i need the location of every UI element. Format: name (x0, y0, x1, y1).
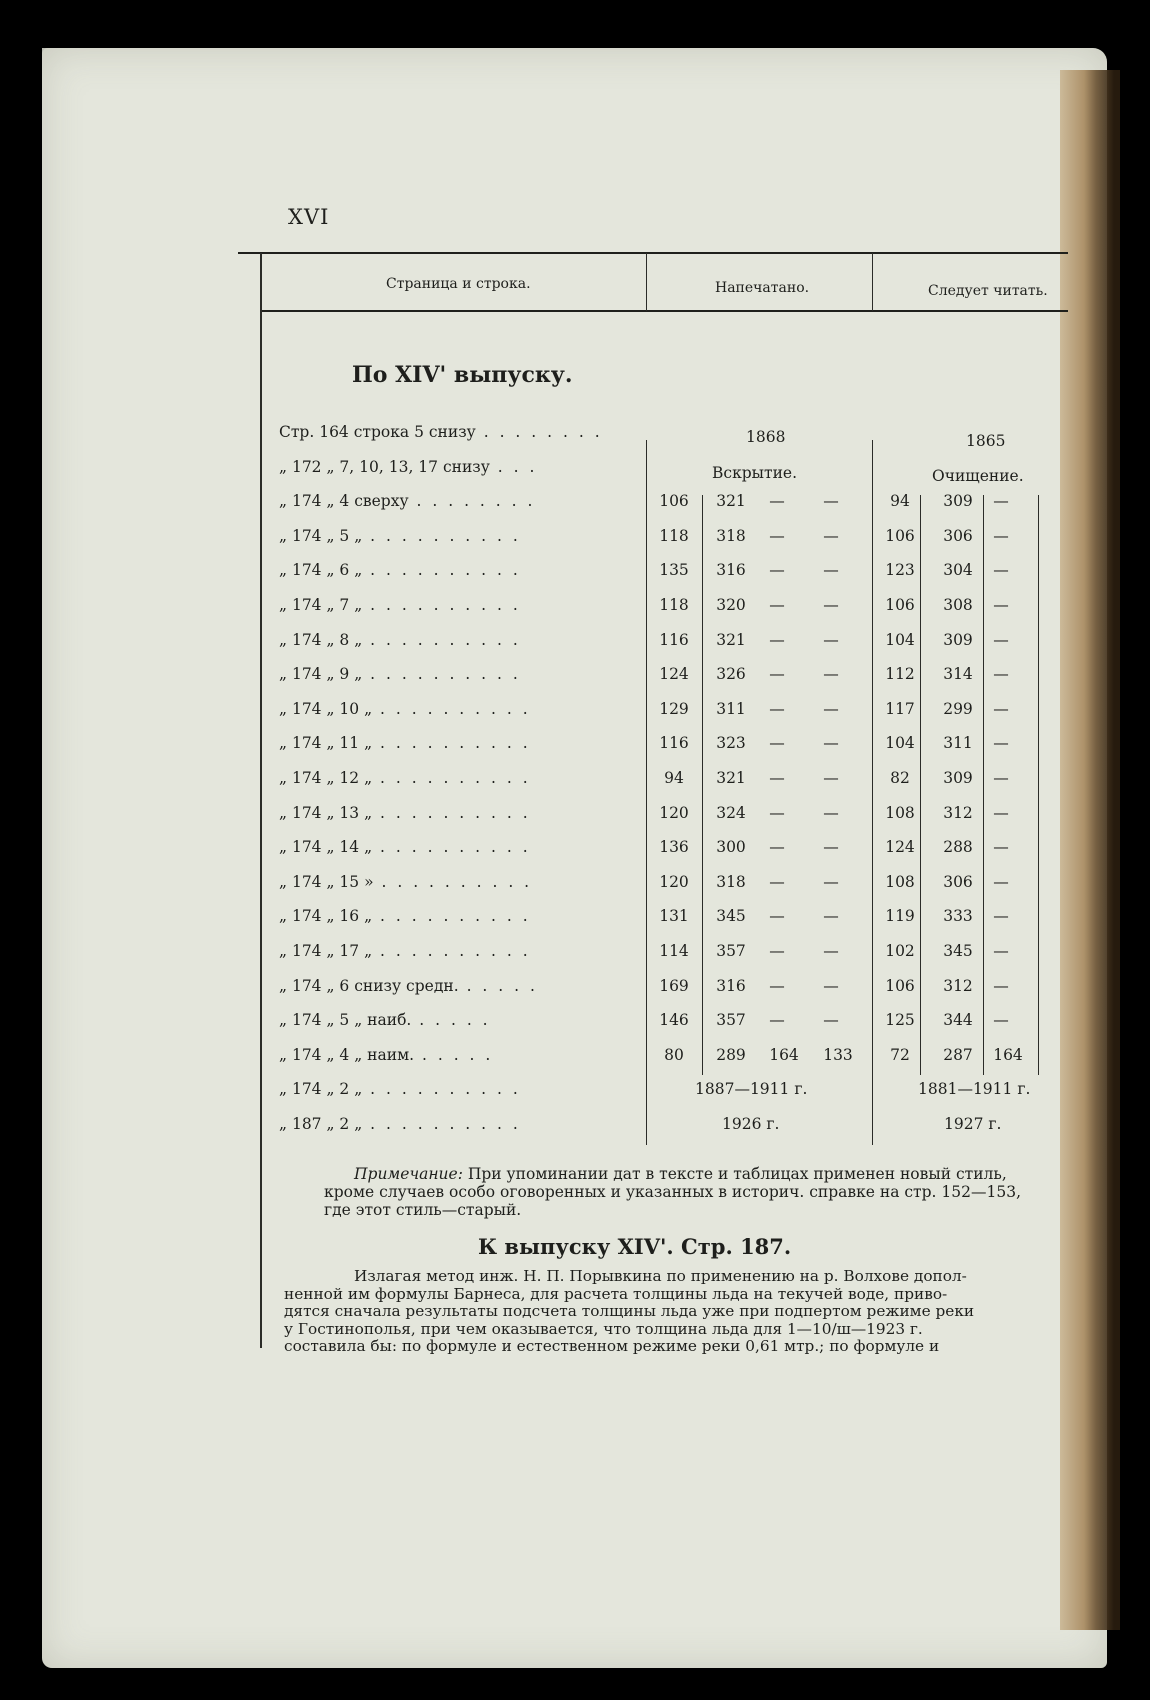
row-label: „ 174 „ 6 снизу средн. . . . . . (279, 977, 538, 995)
printed-cell: — (769, 665, 785, 683)
printed-cell: — (823, 838, 839, 856)
row-label: „ 174 „ 14 „ . . . . . . . . . . (279, 838, 531, 856)
leader-dots: . . . . . . . . (475, 423, 603, 441)
printed-cell: 321 (716, 492, 746, 510)
printed-cell: — (769, 769, 785, 787)
printed-cell: 135 (659, 561, 689, 579)
read-cell: 333 (943, 907, 973, 925)
printed-cell: 120 (659, 873, 689, 891)
read-cell: 102 (885, 942, 915, 960)
header-printed: Напечатано. (715, 280, 810, 296)
leader-dots: . . . . . . . . (408, 492, 536, 510)
read-cell: 312 (943, 977, 973, 995)
read-cell: 344 (943, 1011, 973, 1029)
read-column-left-rule (872, 440, 873, 1145)
row-label: „ 172 „ 7, 10, 13, 17 снизу . . . (279, 458, 538, 476)
footnote-label: Примечание: (354, 1165, 463, 1183)
printed-cell: — (769, 838, 785, 856)
read-cell: — (993, 734, 1009, 752)
footnote-line-1: При упоминании дат в тексте и таблицах применен новый стиль, (462, 1165, 1007, 1183)
printed-cell: — (823, 527, 839, 545)
body-line-1: Излагая метод инж. Н. П. Порывкина по применению на р. Волхове допол- (354, 1267, 967, 1285)
printed-cell: — (769, 561, 785, 579)
footnote-line-3: где этот стиль—старый. (324, 1201, 522, 1219)
printed-column-left-rule (646, 440, 647, 1145)
read-cell: 108 (885, 873, 915, 891)
printed-cell: 169 (659, 977, 689, 995)
leader-dots: . . . . . . . . . . (362, 1080, 521, 1098)
printed-cell: — (823, 492, 839, 510)
printed-cell: 136 (659, 838, 689, 856)
subtitle: К выпуску XIV'. Стр. 187. (478, 1234, 792, 1259)
printed-cell: — (769, 734, 785, 752)
printed-cell: 316 (716, 977, 746, 995)
footnote (324, 1165, 1022, 1219)
read-subheading: Очищение. (932, 467, 1024, 485)
row-label: „ 174 „ 17 „ . . . . . . . . . . (279, 942, 531, 960)
read-cell: 106 (885, 596, 915, 614)
read-cell: 72 (890, 1046, 910, 1064)
read-cell: 288 (943, 838, 973, 856)
printed-cell: 289 (716, 1046, 746, 1064)
printed-cell: 118 (659, 527, 689, 545)
read-text-cell: 1881—1911 г. (918, 1080, 1031, 1098)
printed-cell: 323 (716, 734, 746, 752)
read-cell: — (993, 804, 1009, 822)
body-paragraph (284, 1268, 974, 1356)
printed-cell: 116 (659, 631, 689, 649)
read-cell: 287 (943, 1046, 973, 1064)
read-cell: — (993, 527, 1009, 545)
printed-cell: 300 (716, 838, 746, 856)
printed-cell: 146 (659, 1011, 689, 1029)
printed-cell: 106 (659, 492, 689, 510)
row-label: „ 174 „ 9 „ . . . . . . . . . . (279, 665, 521, 683)
body-line-5: составила бы: по формуле и естественном режиме реки 0,61 мтр.; по формуле и (284, 1337, 940, 1356)
leader-dots: . . . . . . . . . . (372, 907, 531, 925)
body-line-2: ненной им формулы Барнеса, для расчета толщины льда на текучей воде, приво- (284, 1284, 948, 1303)
table-header-rule (260, 310, 1068, 312)
row-label: „ 174 „ 12 „ . . . . . . . . . . (279, 769, 531, 787)
read-cell: 112 (885, 665, 915, 683)
printed-cell: 164 (769, 1046, 799, 1064)
read-cell: 311 (943, 734, 973, 752)
leader-dots: . . . . . . . . . . (372, 838, 531, 856)
printed-cell: 124 (659, 665, 689, 683)
printed-cell: — (823, 1011, 839, 1029)
leader-dots: . . . . . . . . . . (372, 769, 531, 787)
read-cell: 309 (943, 492, 973, 510)
read-cell: 345 (943, 942, 973, 960)
printed-cell: 80 (664, 1046, 684, 1064)
header-divider-1 (646, 253, 647, 311)
printed-cell: 118 (659, 596, 689, 614)
printed-cell: — (823, 596, 839, 614)
row-label: „ 174 „ 11 „ . . . . . . . . . . (279, 734, 531, 752)
printed-cell: — (769, 492, 785, 510)
read-cell: — (993, 561, 1009, 579)
printed-cell: — (823, 907, 839, 925)
printed-cell: 129 (659, 700, 689, 718)
printed-cell: — (823, 804, 839, 822)
footnote-line-2: кроме случаев особо оговоренных и указанных в историч. справке на стр. 152—153, (324, 1183, 1022, 1201)
printed-cell: 357 (716, 1011, 746, 1029)
header-divider-2 (872, 253, 873, 311)
printed-cell: 321 (716, 769, 746, 787)
row-label: „ 187 „ 2 „ . . . . . . . . . . (279, 1115, 521, 1133)
printed-cell: — (769, 631, 785, 649)
printed-cell: 320 (716, 596, 746, 614)
leader-dots: . . . . . . . . . . (362, 631, 521, 649)
read-cell: 309 (943, 769, 973, 787)
printed-cell: — (769, 873, 785, 891)
read-cell: — (993, 838, 1009, 856)
row-label: „ 174 „ 5 „ . . . . . . . . . . (279, 527, 521, 545)
read-cell: 82 (890, 769, 910, 787)
read-cell: 306 (943, 873, 973, 891)
read-subcol-rule-3 (1038, 495, 1039, 1075)
printed-cell: — (769, 700, 785, 718)
read-cell: — (993, 769, 1009, 787)
leader-dots: . . . . . . . . . . (372, 942, 531, 960)
printed-cell: 133 (823, 1046, 853, 1064)
read-cell: 308 (943, 596, 973, 614)
read-cell: 106 (885, 527, 915, 545)
printed-cell: 114 (659, 942, 689, 960)
leader-dots: . . . . . (414, 1046, 494, 1064)
printed-cell: 94 (664, 769, 684, 787)
read-cell: 312 (943, 804, 973, 822)
read-cell: 106 (885, 977, 915, 995)
read-text-cell: 1927 г. (944, 1115, 1002, 1133)
printed-cell: 326 (716, 665, 746, 683)
printed-cell: 316 (716, 561, 746, 579)
row-label: „ 174 „ 13 „ . . . . . . . . . . (279, 804, 531, 822)
printed-cell: — (823, 665, 839, 683)
printed-text-cell: 1926 г. (722, 1115, 780, 1133)
printed-cell: — (769, 977, 785, 995)
printed-cell: 120 (659, 804, 689, 822)
printed-cell: — (769, 804, 785, 822)
printed-cell: 318 (716, 873, 746, 891)
row-label: „ 174 „ 15 » . . . . . . . . . . (279, 873, 533, 891)
printed-cell: — (769, 907, 785, 925)
body-line-4: у Гостинополья, при чем оказывается, что толщина льда для 1—10/ш—1923 г. (284, 1319, 923, 1338)
printed-year: 1868 (746, 428, 786, 446)
leader-dots: . . . . . . . . . . (372, 700, 531, 718)
read-cell: — (993, 596, 1009, 614)
printed-cell: — (823, 769, 839, 787)
read-cell: 117 (885, 700, 915, 718)
read-cell: 104 (885, 734, 915, 752)
leader-dots: . . . . . . . . . . (362, 665, 521, 683)
torn-page-edge (1060, 70, 1120, 1630)
read-cell: 125 (885, 1011, 915, 1029)
printed-cell: — (823, 734, 839, 752)
read-cell: — (993, 977, 1009, 995)
read-cell: — (993, 873, 1009, 891)
printed-cell: 357 (716, 942, 746, 960)
printed-cell: 318 (716, 527, 746, 545)
printed-cell: — (769, 527, 785, 545)
read-cell: — (993, 492, 1009, 510)
table-left-rule (260, 253, 262, 1348)
printed-cell: — (769, 596, 785, 614)
page-number: XVI (288, 205, 330, 229)
printed-cell: 324 (716, 804, 746, 822)
read-year: 1865 (966, 432, 1006, 450)
row-label: Стр. 164 строка 5 снизу . . . . . . . . (279, 423, 603, 441)
printed-cell: — (823, 873, 839, 891)
leader-dots: . . . (489, 458, 538, 476)
read-cell: — (993, 631, 1009, 649)
printed-cell: — (823, 700, 839, 718)
header-should-read: Следует читать. (928, 283, 1048, 299)
printed-subheading: Вскрытие. (712, 464, 798, 482)
leader-dots: . . . . . (458, 977, 538, 995)
read-cell: — (993, 700, 1009, 718)
leader-dots: . . . . . . . . . . (372, 734, 531, 752)
printed-cell: — (823, 561, 839, 579)
row-label: „ 174 „ 2 „ . . . . . . . . . . (279, 1080, 521, 1098)
printed-cell: — (823, 631, 839, 649)
read-cell: 104 (885, 631, 915, 649)
leader-dots: . . . . . . . . . . (362, 527, 521, 545)
table-top-rule (238, 252, 1068, 254)
read-cell: 164 (993, 1046, 1023, 1064)
leader-dots: . . . . . . . . . . (372, 804, 531, 822)
row-label: „ 174 „ 8 „ . . . . . . . . . . (279, 631, 521, 649)
printed-cell: 345 (716, 907, 746, 925)
printed-cell: — (823, 977, 839, 995)
row-label: „ 174 „ 10 „ . . . . . . . . . . (279, 700, 531, 718)
leader-dots: . . . . . . . . . . (362, 596, 521, 614)
read-cell: 314 (943, 665, 973, 683)
read-cell: 309 (943, 631, 973, 649)
read-cell: — (993, 1011, 1009, 1029)
leader-dots: . . . . . (411, 1011, 491, 1029)
printed-text-cell: 1887—1911 г. (695, 1080, 808, 1098)
read-cell: — (993, 665, 1009, 683)
printed-cell: — (823, 942, 839, 960)
read-cell: — (993, 907, 1009, 925)
read-cell: 304 (943, 561, 973, 579)
leader-dots: . . . . . . . . . . (362, 561, 521, 579)
printed-cell: 321 (716, 631, 746, 649)
read-cell: 123 (885, 561, 915, 579)
printed-cell: 311 (716, 700, 746, 718)
printed-cell: — (769, 1011, 785, 1029)
printed-cell: 131 (659, 907, 689, 925)
printed-cell: — (769, 942, 785, 960)
printed-subcol-rule-1 (702, 495, 703, 1075)
row-label: „ 174 „ 5 „ наиб. . . . . . (279, 1011, 491, 1029)
read-subcol-rule-2 (983, 495, 984, 1075)
read-cell: 124 (885, 838, 915, 856)
header-page-and-line: Страница и строка. (386, 276, 531, 292)
read-cell: 299 (943, 700, 973, 718)
read-cell: 306 (943, 527, 973, 545)
row-label: „ 174 „ 7 „ . . . . . . . . . . (279, 596, 521, 614)
leader-dots: . . . . . . . . . . (362, 1115, 521, 1133)
row-label: „ 174 „ 4 „ наим. . . . . . (279, 1046, 494, 1064)
row-label: „ 174 „ 16 „ . . . . . . . . . . (279, 907, 531, 925)
read-cell: 94 (890, 492, 910, 510)
leader-dots: . . . . . . . . . . (373, 873, 533, 891)
section-title: По XIV' выпуску. (352, 362, 573, 388)
read-cell: — (993, 942, 1009, 960)
row-label: „ 174 „ 4 сверху . . . . . . . . (279, 492, 536, 510)
body-line-3: дятся сначала результаты подсчета толщины льда уже при подпертом режиме реки (284, 1302, 975, 1321)
printed-cell: 116 (659, 734, 689, 752)
read-cell: 108 (885, 804, 915, 822)
read-cell: 119 (885, 907, 915, 925)
row-label: „ 174 „ 6 „ . . . . . . . . . . (279, 561, 521, 579)
